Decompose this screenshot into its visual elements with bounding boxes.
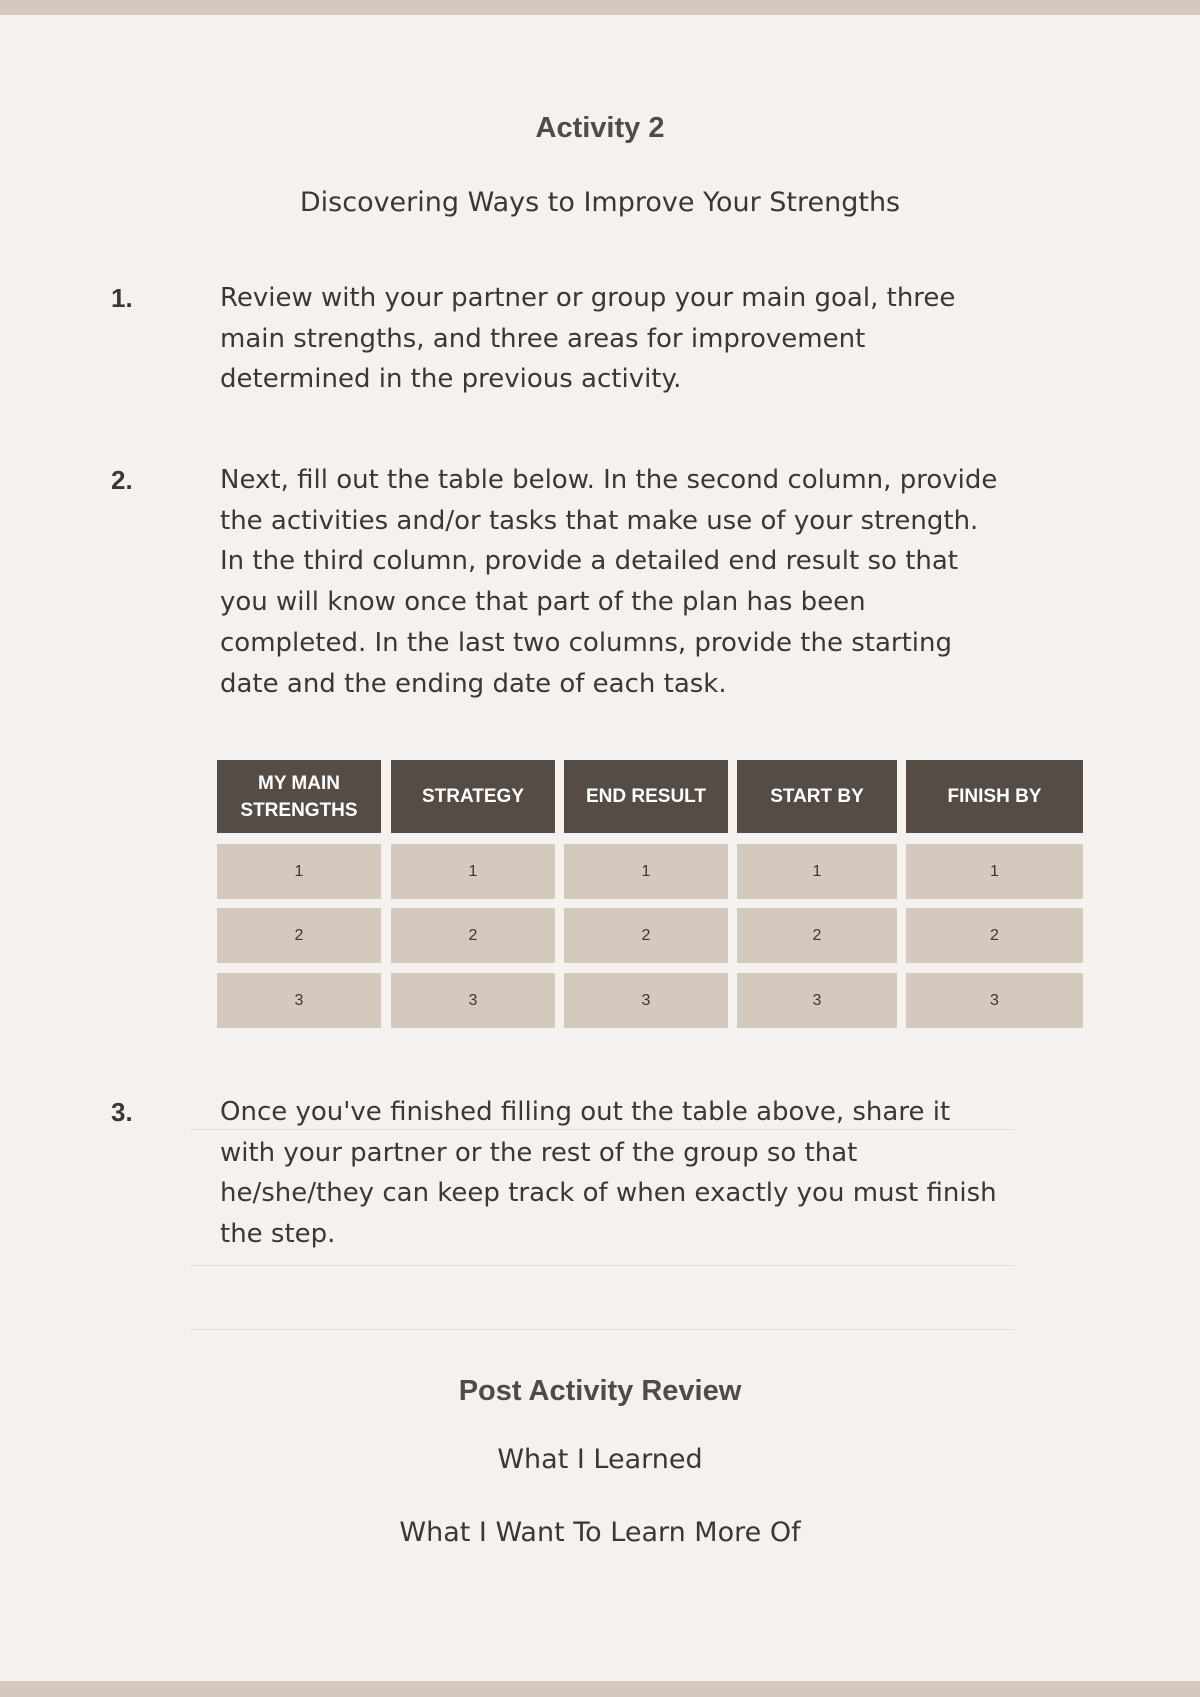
table-header-end-result: END RESULT (564, 760, 728, 833)
table-cell[interactable]: 1 (564, 844, 728, 899)
table-header-strengths: MY MAIN STRENGTHS (217, 760, 381, 833)
table-cell[interactable]: 2 (737, 908, 897, 963)
table-header-start-by: START BY (737, 760, 897, 833)
review-item: What I Want To Learn More Of (399, 1517, 801, 1548)
table-cell[interactable]: 1 (391, 844, 555, 899)
bottom-border (0, 1681, 1200, 1697)
table-cell[interactable]: 3 (391, 973, 555, 1028)
page-title: Activity 2 (535, 112, 665, 144)
page-subtitle: Discovering Ways to Improve Your Strengths (299, 187, 901, 218)
table-cell[interactable]: 2 (564, 908, 728, 963)
table-cell[interactable]: 2 (391, 908, 555, 963)
table-cell[interactable]: 1 (906, 844, 1083, 899)
step-number: 3. (111, 1097, 133, 1127)
review-title: Post Activity Review (458, 1375, 742, 1407)
step-number: 2. (111, 465, 133, 495)
step-text: Review with your partner or group your main goal, three main strengths, and three areas for improvement determined in the previous activity. (220, 283, 956, 395)
table-cell[interactable]: 3 (564, 973, 728, 1028)
divider (190, 1265, 1015, 1266)
table-cell[interactable]: 1 (217, 844, 381, 899)
table-cell[interactable]: 3 (737, 973, 897, 1028)
step-text: Once you've finished filling out the table above, share it with your partner or the rest of the group so that he/she/they can keep track of when exactly you must finish the step. (220, 1097, 997, 1250)
table-cell[interactable]: 3 (217, 973, 381, 1028)
table-cell[interactable]: 3 (906, 973, 1083, 1028)
table-cell[interactable]: 2 (906, 908, 1083, 963)
step-number: 1. (111, 283, 133, 313)
table-cell[interactable]: 2 (217, 908, 381, 963)
table-header-strategy: STRATEGY (391, 760, 555, 833)
table-cell[interactable]: 1 (737, 844, 897, 899)
review-item: What I Learned (497, 1444, 703, 1475)
divider (190, 1329, 1015, 1330)
top-border (0, 0, 1200, 15)
table-header-finish-by: FINISH BY (906, 760, 1083, 833)
step-text: Next, fill out the table below. In the second column, provide the activities and/or tasks that make use of your strength. In the third column, provide a detailed end result so that you will know once that part of the plan has been completed. In the last two columns, provide the starting date and the ending date of each task. (220, 465, 998, 699)
